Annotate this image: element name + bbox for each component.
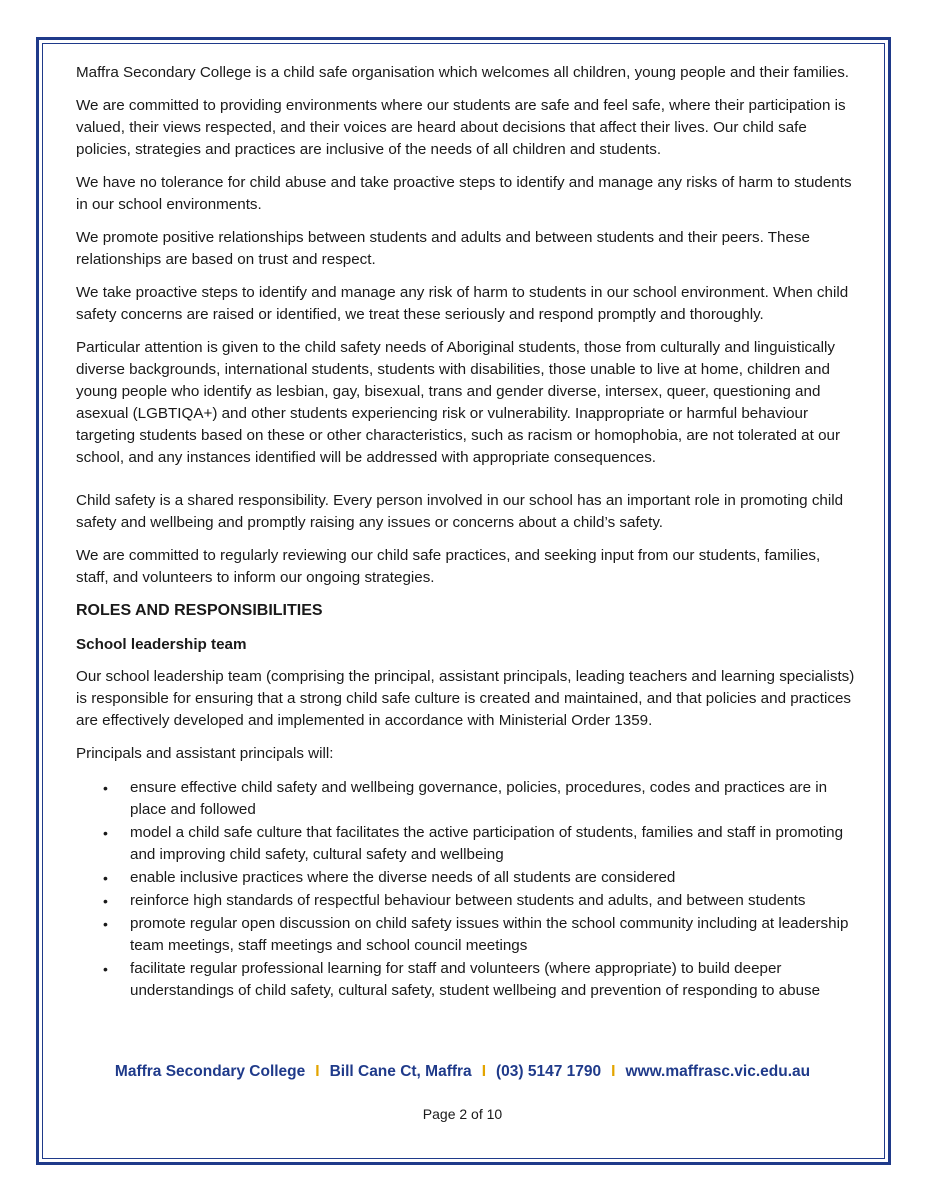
list-item-text: ensure effective child safety and wellbeing governance, policies, procedures, codes and practices are in place and followed [130,779,828,818]
list-item [76,913,856,957]
responsibilities-list [76,777,856,1002]
bullet-icon: • [103,916,108,932]
list-item-text: model a child safe culture that facilitates the active participation of students, families and staff in promoting and improving child safety, cultural safety and wellbeing [130,824,844,863]
paragraph-proactive-steps: We take proactive steps to identify and manage any risk of harm to students in our school environment. When child safety concerns are raised or identified, we treat these seriously and respond promptly and thoroughly. [76,284,849,323]
paragraph-particular-attention: Particular attention is given to the child safety needs of Aboriginal students, those from culturally and linguistically diverse backgrounds, international students, students with disabilities, those unable to live at home, children and young people who identify as lesbian, gay, bisexual, trans and gender diverse, intersex, queer, questioning and asexual (LGBTIQA+) and other students experiencing risk or vulnerability. Inappropriate or harmful behaviour targeting students based on these or other characteristics, such as racism or homophobia, are not tolerated at our school, and any instances identified will be addressed with appropriate consequences. [76,339,841,466]
bullet-icon: • [103,870,108,886]
page-number: Page 2 of 10 [422,1106,503,1122]
footer-separator: I [481,1063,486,1080]
subheading-leadership-team: School leadership team [76,636,247,653]
footer-separator: I [611,1063,616,1080]
list-item [76,822,856,866]
list-item-text: reinforce high standards of respectful behaviour between students and adults, and between students [130,892,806,909]
list-item-text: enable inclusive practices where the diverse needs of all students are considered [130,869,676,886]
footer-separator: I [315,1063,320,1080]
bullet-icon: • [103,780,108,796]
paragraph-leadership: Our school leadership team (comprising the principal, assistant principals, leading teachers and learning specialists) is responsible for ensuring that a strong child safe culture is created and maintained, and that policies and practices are effectively developed and implemented in accordance with Ministerial Order 1359. [76,668,855,729]
list-item [76,777,856,821]
paragraph-relationships: We promote positive relationships between students and adults and between students and their peers. These relationships are based on trust and respect. [76,229,810,268]
bullet-icon: • [103,961,108,977]
bullet-icon: • [103,825,108,841]
document-body [76,62,856,1003]
paragraph-commitment: We are committed to providing environments where our students are safe and feel safe, where their participation is valued, their views respected, and their voices are heard about decisions that affect their lives. Our child safe policies, strategies and practices are inclusive of the needs of all children and students. [76,97,846,158]
bullet-icon: • [103,893,108,909]
paragraph-welcome: Maffra Secondary College is a child safe organisation which welcomes all children, young people and their families. [76,64,850,81]
footer-school-name: Maffra Secondary College [114,1063,306,1080]
footer-phone: (03) 5147 1790 [496,1063,602,1080]
list-item-text: facilitate regular professional learning for staff and volunteers (where appropriate) to build deeper understandings of child safety, cultural safety, student wellbeing and prevention of responding to abuse [130,960,821,999]
paragraph-reviewing: We are committed to regularly reviewing our child safe practices, and seeking input from our students, families, staff, and volunteers to inform our ongoing strategies. [76,547,821,586]
list-item [76,890,856,912]
paragraph-shared-responsibility: Child safety is a shared responsibility. Every person involved in our school has an important role in promoting child safety and wellbeing and promptly raising any issues or concerns about a child’s safety. [76,492,844,531]
section-heading: ROLES AND RESPONSIBILITIES [76,602,323,619]
footer-website-link[interactable]: www.maffrasc.vic.edu.au [625,1063,811,1080]
paragraph-no-tolerance: We have no tolerance for child abuse and take proactive steps to identify and manage any risks of harm to students in our school environments. [76,174,852,213]
footer-contact-bar [42,1063,883,1081]
paragraph-principals-intro: Principals and assistant principals will: [76,745,334,762]
footer-address: Bill Cane Ct, Maffra [329,1063,472,1080]
list-item-text: promote regular open discussion on child safety issues within the school community including at leadership team meetings, staff meetings and school council meetings [130,915,849,954]
list-item [76,867,856,889]
list-item [76,958,856,1002]
